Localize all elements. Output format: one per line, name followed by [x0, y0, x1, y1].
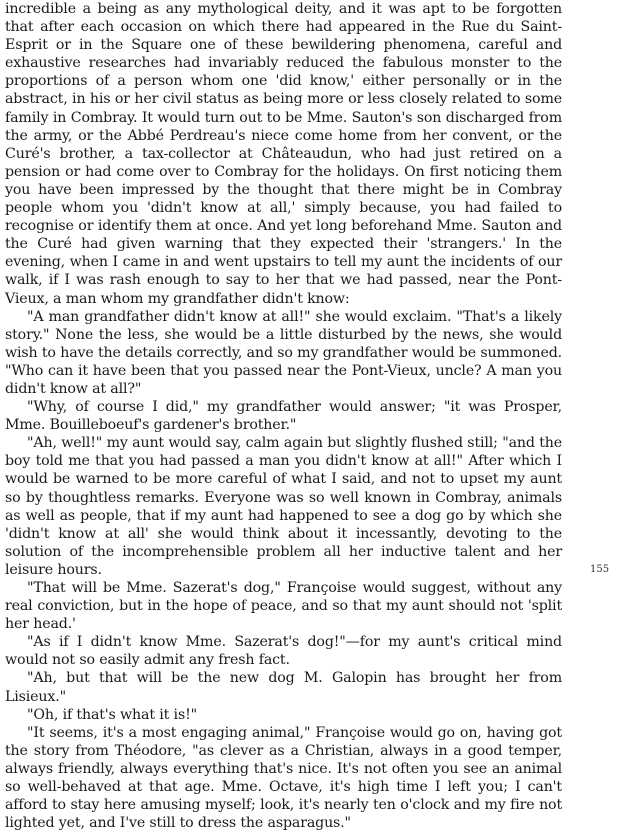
paragraph: "As if I didn't know Mme. Sazerat's dog!"—for my aunt's critical mind would not so easily admit any fresh fact. [5, 634, 562, 669]
paragraph: "That will be Mme. Sazerat's dog," Françoise would suggest, without any real conviction, but in the hope of peace, and so that my aunt should not 'split her head.' [5, 580, 562, 633]
paragraph: "Ah, but that will be the new dog M. Galopin has brought her from Lisieux." [5, 670, 562, 705]
paragraph: "Ah, well!" my aunt would say, calm again but slightly flushed still; "and the boy told me that you had passed a man you didn't know at all!" After which I would be warned to be more careful of what I said, and not to upset my aunt so by thoughtless remarks. Everyone was so well known in Combray, animals as well as people, that if my aunt had happened to see a dog go by which she 'didn't know at all' she would think about it incessantly, devoting to the solution of the incomprehensible problem all her inductive talent and her leisure hours. [5, 435, 562, 578]
paragraph: "A man grandfather didn't know at all!" she would exclaim. "That's a likely story." None the less, she would be a little disturbed by the news, she would wish to have the details correctly, and so my grandfather would be summoned. "Who can it have been that you passed near the Pont-Vieux, uncle? A man you didn't know at all?" [5, 308, 562, 397]
paragraph: "Why, of course I did," my grandfather would answer; "it was Prosper, Mme. Bouilleboeuf's gardener's brother." [5, 399, 562, 434]
paragraph: "It seems, it's a most engaging animal," Françoise would go on, having got the story from Théodore, "as clever as a Christian, always in a good temper, always friendly, always everything that's nice. It's not often you see an animal so well-behaved at that age. Mme. Octave, it's high time I left you; I can't afford to stay here amusing myself; look, it's nearly ten o'clock and my fire not lighted yet, and I've still to dress the asparagus." [5, 724, 562, 832]
book-page [5, 0, 562, 832]
paragraph: "Oh, if that's what it is!" [27, 706, 197, 723]
paragraph: incredible a being as any mythological deity, and it was apt to be forgotten that after each occasion on which there had appeared in the Rue du Saint-Esprit or in the Square one of these bewildering phenomena, careful and exhaustive researches had invariably reduced the fabulous monster to the proportions of a person whom one 'did know,' either personally or in the abstract, in his or her civil status as being more or less closely related to some family in Combray. It would turn out to be Mme. Sauton's son discharged from the army, or the Abbé Perdreau's niece come home from her convent, or the Curé's brother, a tax-collector at Châteaudun, who had just retired on a pension or had come over to Combray for the holidays. On first noticing them you have been impressed by the thought that there might be in Combray people whom you 'didn't know at all,' simply because, you had failed to recognise or identify them at once. And yet long beforehand Mme. Sauton and the Curé had given warning that they expected their 'strangers.' In the evening, when I came in and went upstairs to tell my aunt the incidents of our walk, if I was rash enough to say to her that we had passed, near the Pont-Vieux, a man whom my grandfather didn't know: [5, 1, 562, 307]
page-number: 155 [590, 564, 610, 575]
